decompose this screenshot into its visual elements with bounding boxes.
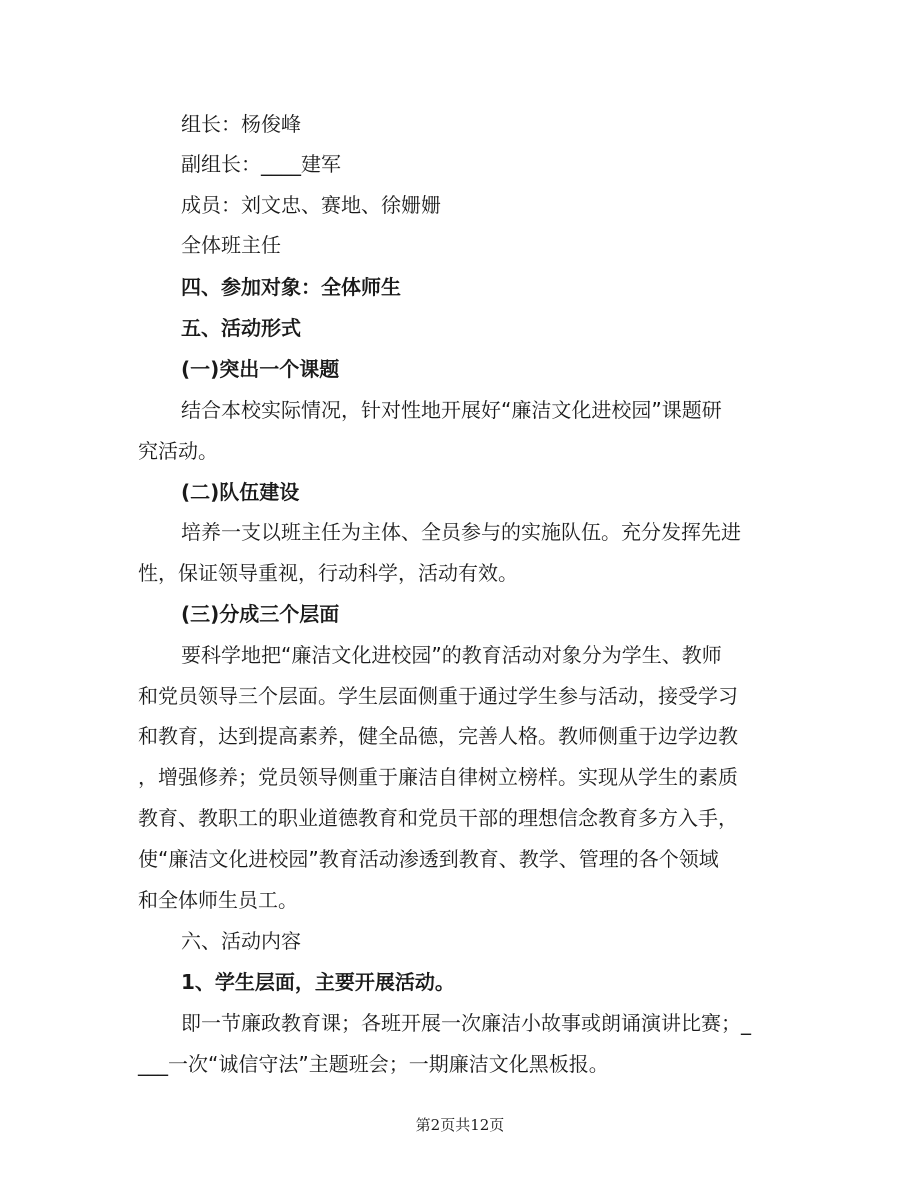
paragraph-3-line-1: 要科学地把“廉洁文化进校园”的教育活动对象分为学生、教师 (181, 643, 722, 667)
paragraph-2-line-2: 性，保证领导重视，行动科学，活动有效。 (138, 561, 518, 585)
subheading-1: (一)突出一个课题 (181, 357, 340, 381)
paragraph-1-line-1: 结合本校实际情况，针对性地开展好“廉洁文化进校园”课题研 (181, 398, 722, 422)
paragraph-2-line-1: 培养一支以班主任为主体、全员参与的实施队伍。充分发挥先进 (181, 520, 741, 544)
subheading-3: (三)分成三个层面 (181, 602, 340, 626)
deputy-leader-line: 副组长：____建军 (181, 152, 341, 176)
section-heading-4: 四、参加对象：全体师生 (181, 275, 401, 299)
paragraph-3-line-4: ，增强修养；党员领导侧重于廉洁自律树立榜样。实现从学生的素质 (138, 765, 738, 789)
subheading-2: (二)队伍建设 (181, 480, 300, 504)
paragraph-3-line-2: 和党员领导三个层面。学生层面侧重于通过学生参与活动，接受学习 (138, 684, 738, 708)
section-heading-6: 六、活动内容 (181, 929, 301, 953)
subheading-4: 1、学生层面，主要开展活动。 (181, 970, 455, 994)
members-line: 成员：刘文忠、赛地、徐姗姗 (181, 193, 441, 217)
section-heading-5: 五、活动形式 (181, 316, 301, 340)
class-teachers-line: 全体班主任 (181, 233, 281, 257)
paragraph-3-line-3: 和教育，达到提高素养，健全品德，完善人格。教师侧重于边学边教 (138, 724, 738, 748)
paragraph-3-line-6: 使“廉洁文化进校园”教育活动渗透到教育、教学、管理的各个领域 (138, 847, 719, 871)
paragraph-3-line-5: 教育、教职工的职业道德教育和党员干部的理想信念教育多方入手， (138, 806, 738, 830)
paragraph-1-line-2: 究活动。 (138, 439, 218, 463)
paragraph-4-line-2: ___一次“诚信守法”主题班会；一期廉洁文化黑板报。 (138, 1052, 609, 1076)
paragraph-3-line-7: 和全体师生员工。 (138, 888, 298, 912)
leader-line: 组长：杨俊峰 (181, 112, 301, 136)
page-number-footer: 第2页共12页 (415, 1116, 505, 1134)
paragraph-4-line-1: 即一节廉政教育课；各班开展一次廉洁小故事或朗诵演讲比赛；_ (181, 1011, 751, 1035)
